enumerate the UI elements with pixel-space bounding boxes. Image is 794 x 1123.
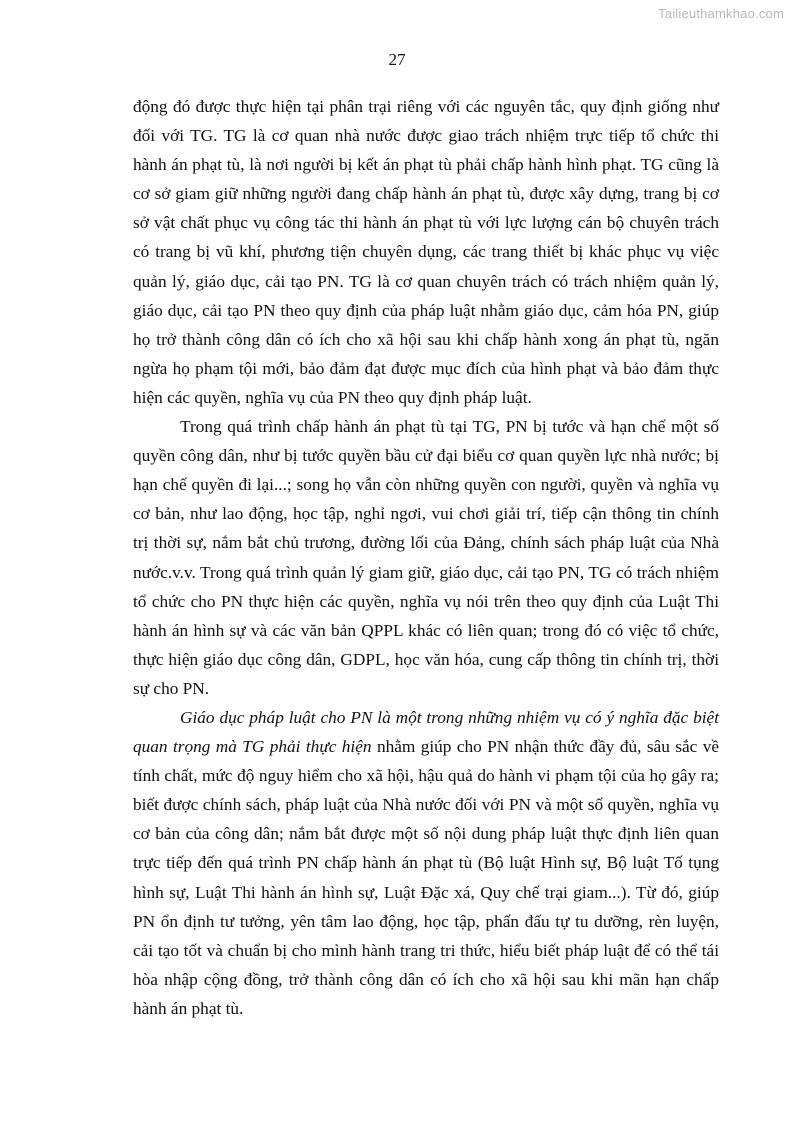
paragraph-3-text: nhằm giúp cho PN nhận thức đầy đủ, sâu sắc về tính chất, mức độ nguy hiểm cho xã hội, hậu quả do hành vi phạm tội của họ gây ra; biết được chính sách, pháp luật của Nhà nước đối với PN và một số quyền, nghĩa vụ cơ bản của công dân; nắm bắt được một số nội dung pháp luật thực định liên quan trực tiếp đến quá trình PN chấp hành án phạt tù (Bộ luật Hình sự, Bộ luật Tố tụng hình sự, Luật Thi hành án hình sự, Luật Đặc xá, Quy chế trại giam...). Từ đó, giúp PN ổn định tư tưởng, yên tâm lao động, học tập, phấn đấu tự tu dưỡng, rèn luyện, cải tạo tốt và chuẩn bị cho mình hành trang tri thức, hiểu biết pháp luật để có thể tái hòa nhập cộng đồng, trở thành công dân có ích cho xã hội sau khi mãn hạn chấp hành án phạt tù. [133,737,719,1018]
page-number: 27 [388,50,406,69]
paragraph-2: Trong quá trình chấp hành án phạt tù tại TG, PN bị tước và hạn chế một số quyền công dân, như bị tước quyền bầu cử đại biểu cơ quan quyền lực nhà nước; bị hạn chế quyền đi lại...; song họ vẫn còn những quyền con người, quyền và nghĩa vụ cơ bản, như lao động, học tập, nghỉ ngơi, vui chơi giải trí, tiếp cận thông tin chính trị thời sự, nắm bắt chủ trương, đường lối của Đảng, chính sách pháp luật của Nhà nước.v.v. Trong quá trình quản lý giam giữ, giáo dục, cải tạo PN, TG có trách nhiệm tổ chức cho PN thực hiện các quyền, nghĩa vụ nói trên theo quy định của Luật Thi hành án hình sự và các văn bản QPPL khác có liên quan; trong đó có việc tổ chức, thực hiện giáo dục công dân, GDPL, học văn hóa, cung cấp thông tin chính trị, thời sự cho PN. [133,417,719,698]
document-body [133,92,719,1023]
paragraph-1: động đó được thực hiện tại phân trại riêng với các nguyên tắc, quy định giống như đối với TG. TG là cơ quan nhà nước được giao trách nhiệm trực tiếp tổ chức thi hành án phạt tù, là nơi người bị kết án phạt tù phải chấp hành hình phạt. TG cũng là cơ sở giam giữ những người đang chấp hành án phạt tù, được xây dựng, trang bị cơ sở vật chất phục vụ công tác thi hành án phạt tù với lực lượng cán bộ chuyên trách có trang bị vũ khí, phương tiện chuyên dụng, các trang thiết bị khác phục vụ việc quản lý, giáo dục, cải tạo PN. TG là cơ quan chuyên trách có trách nhiệm quản lý, giáo dục, cải tạo PN theo quy định của pháp luật nhằm giáo dục, cảm hóa PN, giúp họ trở thành công dân có ích cho xã hội sau khi chấp hành xong án phạt tù, ngăn ngừa họ phạm tội mới, bảo đảm đạt được mục đích của hình phạt và bảo đảm thực hiện các quyền, nghĩa vụ của PN theo quy định pháp luật. [133,97,719,407]
paragraph-3-emphasis: Giáo dục pháp luật cho PN là một trong những nhiệm vụ có ý nghĩa đặc biệt quan trọng mà TG phải thực hiện [133,707,719,757]
paragraph-3 [133,703,719,1023]
watermark: Tailieuthamkhao.com [658,6,784,21]
